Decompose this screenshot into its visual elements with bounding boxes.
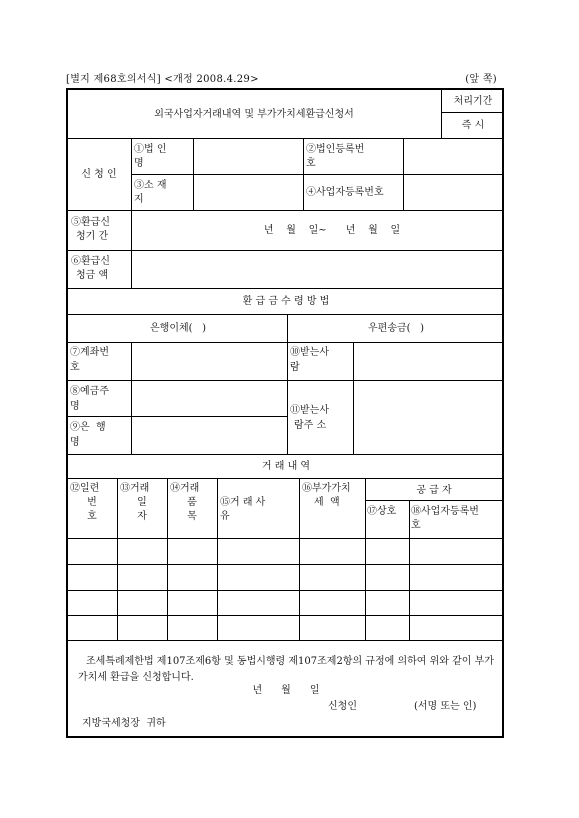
corp-reg-no-label-2: 호 [306, 158, 316, 169]
rule [167, 478, 168, 640]
rule [299, 478, 300, 640]
biz-reg-no-label: ④사업자등록번호 [306, 187, 384, 198]
rule [68, 454, 504, 455]
signature-note: (서명 또는 인) [414, 701, 477, 712]
form-title: 외국사업자거래내역 및 부가가치세환급신청서 [154, 109, 354, 120]
rule [131, 138, 132, 288]
rule [365, 500, 504, 501]
col-reason-1: ⑮거 래 사 [220, 497, 266, 508]
col-supplier-reg-1: ⑱사업자등록번 [411, 506, 479, 517]
corp-name-label-1: ①법 인 [134, 144, 167, 155]
processing-period-value: 즉 시 [461, 120, 485, 131]
col-item-1: ⑭거래 [170, 483, 200, 494]
col-serial-2: 번 [87, 497, 97, 508]
col-date-3: 자 [137, 511, 147, 522]
rule [68, 416, 287, 417]
rule [68, 564, 504, 565]
receipt-method-title: 환 급 금 수 령 방 법 [242, 296, 330, 307]
rule [403, 138, 404, 210]
rule [117, 478, 118, 640]
recipient-addr-label-2: 람주 소 [294, 420, 327, 431]
declaration-statement: 조세특례제한법 제107조제6항 및 동법시행령 제107조제2항의 규정에 의하여 위와 같이 부가가치세 환급을 신청합니다. [78, 656, 494, 683]
supplier-header: 공 급 자 [416, 485, 452, 496]
recipient-label-2: 람 [290, 362, 300, 373]
col-item-3: 목 [187, 511, 197, 522]
depositor-label-1: ⑧예금주 [70, 386, 109, 397]
refund-period-label-2: 청기 간 [76, 231, 109, 242]
rule [68, 138, 504, 139]
rule [68, 288, 504, 289]
account-no-label-1: ⑦계좌번 [70, 347, 109, 358]
rule [441, 90, 442, 138]
rule [365, 478, 366, 640]
rule [353, 342, 354, 454]
transactions-title: 거 래 내 역 [261, 461, 311, 472]
rule [193, 138, 194, 210]
refund-amount-label-1: ⑥환급신 [71, 256, 110, 267]
rule [68, 478, 504, 479]
rule [68, 640, 504, 641]
rule [409, 500, 410, 640]
page-side: (앞 쪽) [465, 74, 497, 85]
col-date-2: 일 [137, 497, 147, 508]
col-item-2: 품 [187, 497, 197, 508]
col-serial-1: ⑫일련 [70, 483, 100, 494]
refund-period-value: 년 월 일~ 년 월 일 [263, 225, 401, 236]
postal-transfer-label: 우편송금( ) [368, 323, 424, 334]
corp-reg-no-label-1: ②법인등록번 [306, 144, 365, 155]
recipient-addr-label-1: ⑪받는사 [290, 405, 329, 416]
bank-name-label-1: ⑨은 행 [70, 422, 106, 433]
rule [303, 138, 304, 210]
addressee: 지방국세청장 귀하 [82, 718, 166, 729]
account-no-label-2: 호 [70, 362, 80, 373]
refund-application-form [66, 88, 504, 738]
recipient-label-1: ⑩받는사 [290, 347, 329, 358]
rule [68, 314, 504, 315]
rule [131, 174, 504, 175]
refund-amount-label-2: 청금 액 [76, 270, 109, 281]
col-vat-1: ⑯부가가치 [302, 483, 351, 494]
applicant-label: 신 청 인 [81, 169, 117, 180]
rule [68, 342, 504, 343]
applicant-sign-label: 신청인 [328, 701, 357, 712]
rule [287, 314, 288, 454]
col-supplier-reg-2: 호 [411, 520, 421, 531]
rule [68, 250, 504, 251]
refund-period-label-1: ⑤환급신 [71, 217, 110, 228]
rule [68, 538, 504, 539]
rule [68, 615, 504, 616]
rule [68, 210, 504, 211]
corp-name-label-2: 명 [134, 158, 144, 169]
rule [68, 590, 504, 591]
col-date-1: ⑬거래 [120, 483, 150, 494]
col-reason-2: 유 [220, 511, 230, 522]
declaration-date: 년 월 일 [252, 685, 320, 696]
bank-name-label-2: 명 [70, 437, 80, 448]
rule [441, 112, 504, 113]
col-vat-2: 세 액 [314, 497, 340, 508]
col-trade-name: ⑰상호 [367, 506, 397, 517]
bank-transfer-label: 은행이체( ) [150, 323, 206, 334]
rule [131, 342, 132, 454]
address-label-1: ③소 재 [134, 180, 167, 191]
processing-period-label: 처리기간 [453, 96, 493, 107]
col-serial-3: 호 [87, 511, 97, 522]
rule [68, 380, 504, 381]
address-label-2: 지 [134, 194, 144, 205]
depositor-label-2: 명 [70, 401, 80, 412]
rule [217, 478, 218, 640]
form-reference: [별지 제68호의서식] <개정 2008.4.29> [66, 74, 259, 85]
